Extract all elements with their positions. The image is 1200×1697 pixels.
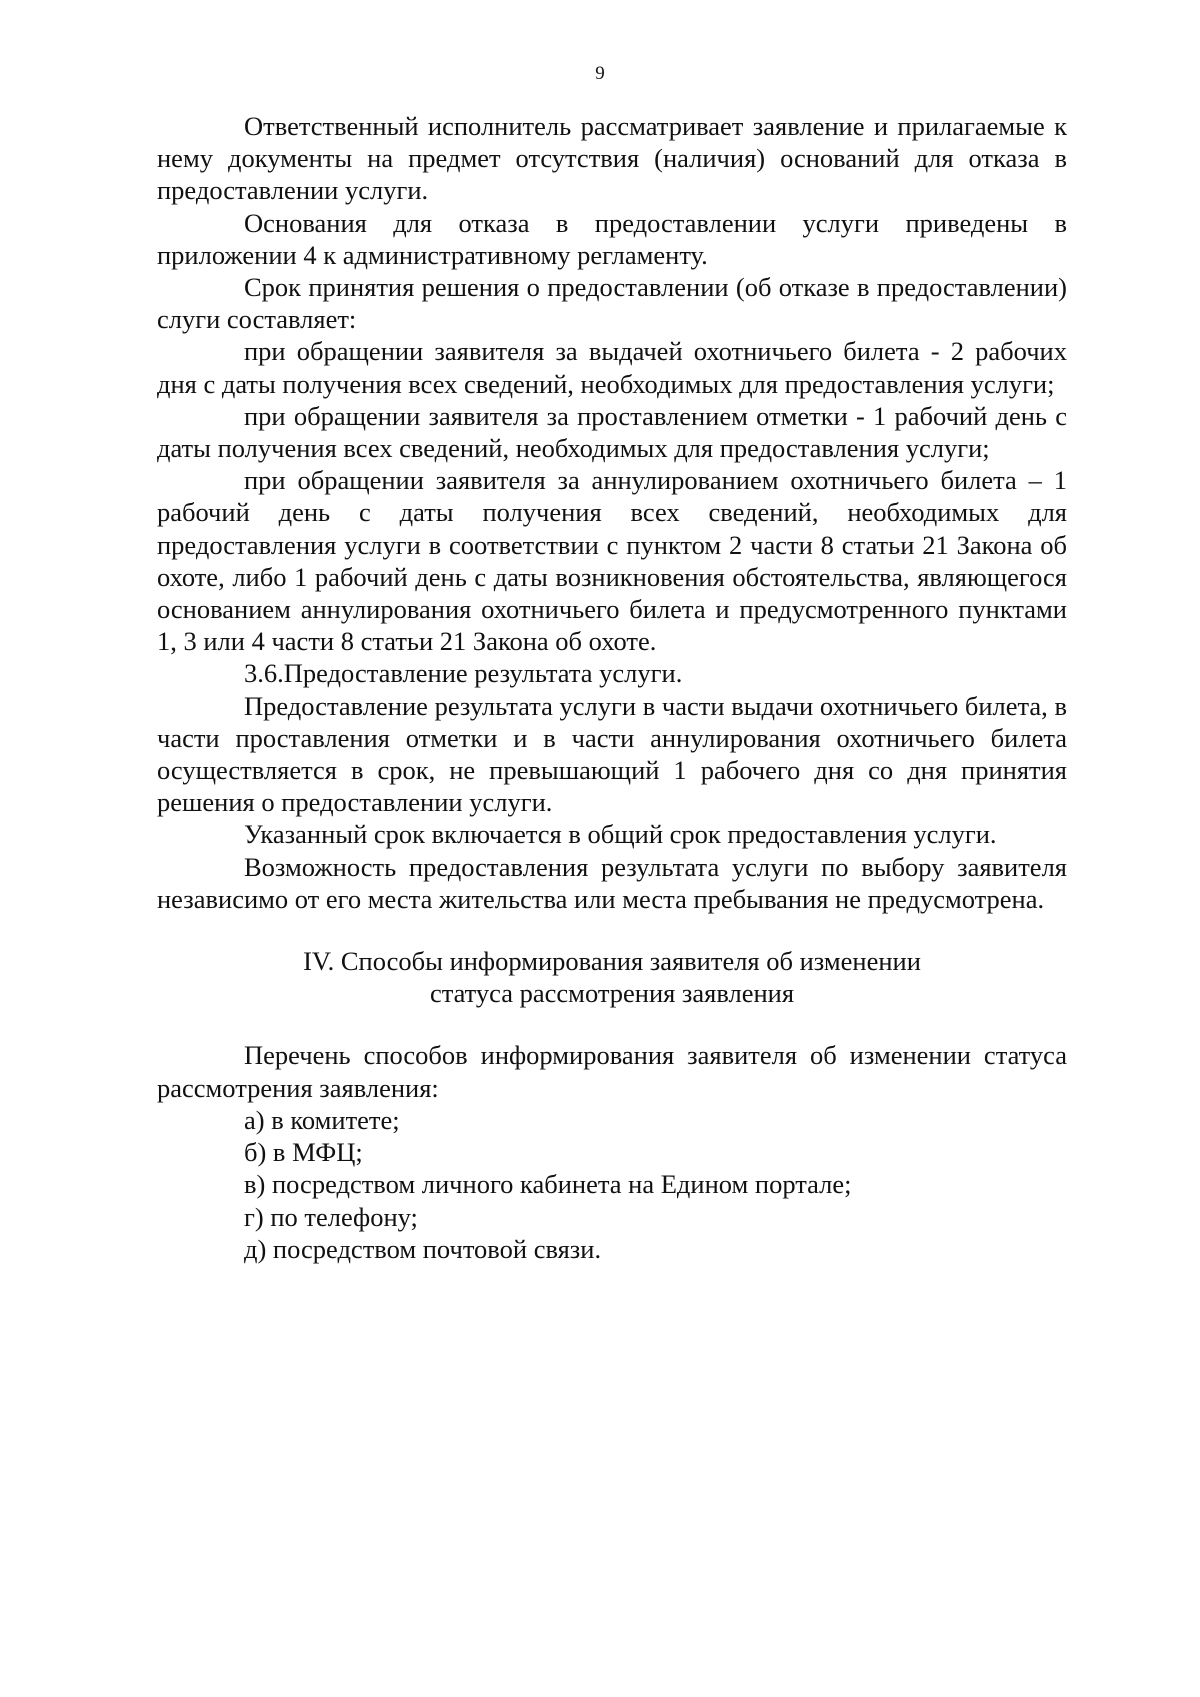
paragraph-informing-methods-intro: Перечень способов информирования заявителя об изменении статуса рассмотрения заявления: bbox=[157, 1040, 1067, 1103]
paragraph-term-annulment: при обращении заявителя за аннулированием охотничьего билета – 1 рабочий день с даты получения всех сведений, необходимых для предоставления услуги в соответствии с пунктом 2 части 8 статьи 21 Закона об охоте, либо 1 рабочий день с даты возникновения обстоятельства, являющегося основанием аннулирования охотничьего билета и предусмотренного пунктами 1, 3 или 4 части 8 статьи 21 Закона об охоте. bbox=[157, 465, 1067, 657]
paragraph-subsection-title: 3.6.Предоставление результата услуги. bbox=[244, 658, 683, 689]
document-body bbox=[157, 110, 1067, 1265]
section-heading bbox=[157, 945, 1067, 1009]
section-heading-line-2: статуса рассмотрения заявления bbox=[429, 978, 795, 1009]
informing-methods-list bbox=[157, 1104, 1067, 1265]
paragraph-result-choice: Возможность предоставления результата услуги по выбору заявителя независимо от его места жительства или места пребывания не предусмотрена. bbox=[157, 851, 1067, 914]
list-item: б) в МФЦ; bbox=[244, 1137, 363, 1168]
list-item: д) посредством почтовой связи. bbox=[244, 1233, 602, 1264]
paragraph-responsible-executor: Ответственный исполнитель рассматривает заявление и прилагаемые к нему документы на предмет отсутствия (наличия) оснований для отказа в предоставлении услуги. bbox=[157, 111, 1067, 206]
page-number: 9 bbox=[595, 63, 605, 84]
paragraph-result-provision: Предоставление результата услуги в части выдачи охотничьего билета, в части проставления отметки и в части аннулирования охотничьего билета осуществляется в срок, не превышающий 1 рабочего дня со дня принятия решения о предоставлении услуги. bbox=[157, 690, 1067, 818]
list-item: г) по телефону; bbox=[244, 1201, 418, 1232]
paragraph-term-included: Указанный срок включается в общий срок предоставления услуги. bbox=[244, 819, 997, 850]
paragraph-term-mark: при обращении заявителя за проставлением отметки - 1 рабочий день с даты получения всех сведений, необходимых для предоставления услуги; bbox=[157, 400, 1067, 464]
section-heading-line-1: IV. Способы информирования заявителя об изменении bbox=[303, 946, 921, 977]
paragraph-refusal-grounds: Основания для отказа в предоставлении услуги приведены в приложении 4 к административному регламенту. bbox=[157, 207, 1067, 270]
paragraph-decision-term: Срок принятия решения о предоставлении (об отказе в предоставлении) слуги составляет: bbox=[157, 272, 1067, 335]
paragraph-term-issuance: при обращении заявителя за выдачей охотничьего билета - 2 рабочих дня с даты получения всех сведений, необходимых для предоставления услуги; bbox=[157, 336, 1067, 399]
list-item: в) посредством личного кабинета на Едином портале; bbox=[244, 1169, 852, 1200]
list-item: а) в комитете; bbox=[244, 1104, 400, 1135]
